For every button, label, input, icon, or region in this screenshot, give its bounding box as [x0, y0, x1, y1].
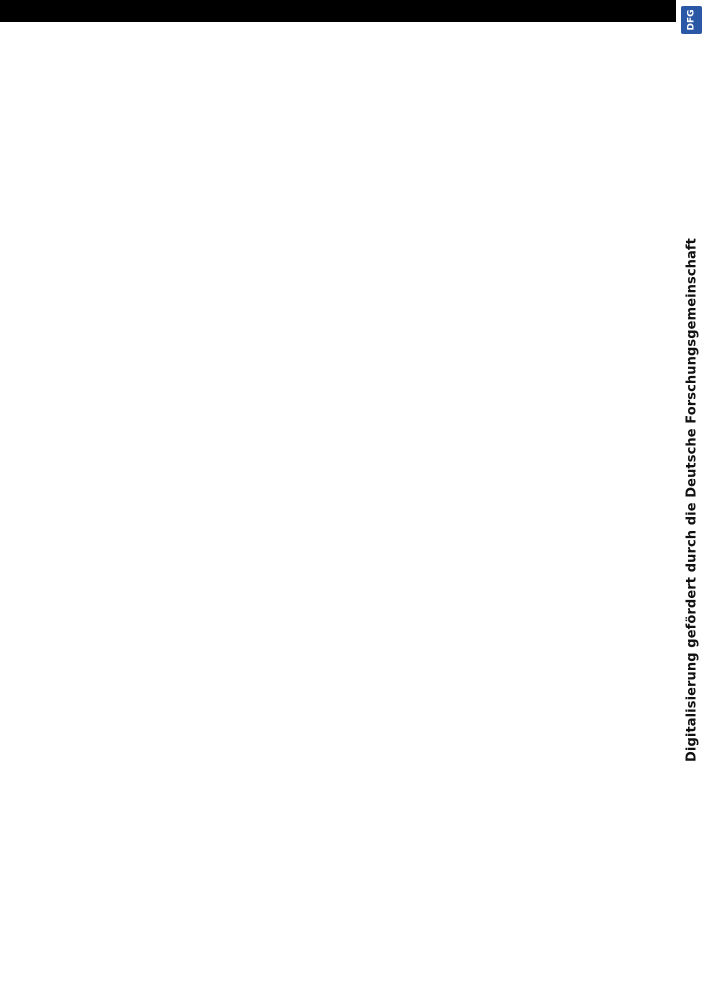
scanned-page-illegible-rotated-table — [58, 34, 666, 972]
scanner-border — [0, 0, 707, 22]
digitization-credit: Digitalisierung gefördert durch die Deutsche Forschungsgemeinschaft — [684, 238, 699, 762]
dfg-logo: DFG — [681, 6, 702, 34]
digitization-credit-sidebar — [676, 0, 707, 1000]
